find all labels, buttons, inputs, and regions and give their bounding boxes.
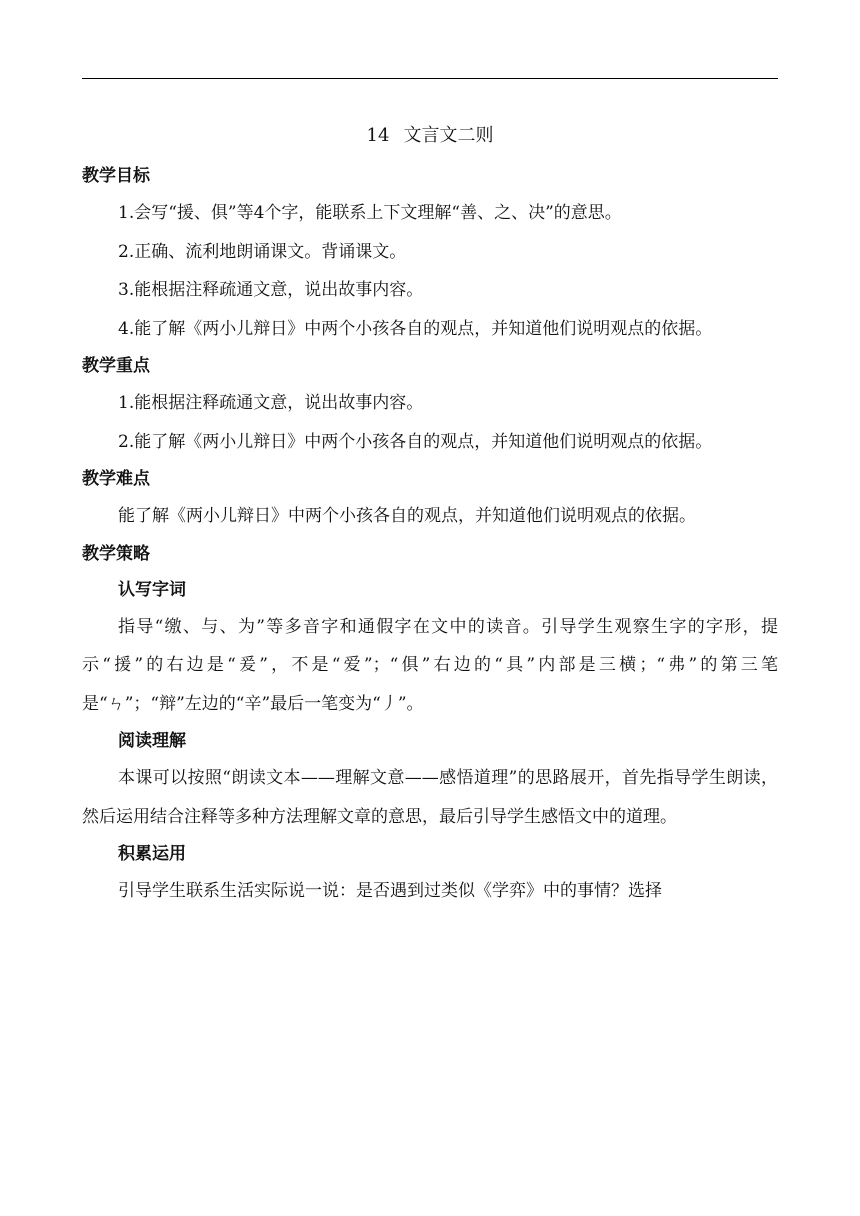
- objectives-heading: 教学目标: [82, 166, 150, 186]
- reading-subheading: 阅读理解: [118, 731, 186, 751]
- strategies-heading: 教学策略: [82, 543, 150, 564]
- application-paragraph: 引导学生联系生活实际说一说：是否遇到过类似《学弈》中的事情？选择: [118, 881, 662, 901]
- reading-paragraph: 本课可以按照“朗读文本——理解文意——感悟道理”的思路展开，首先指导学生朗读，然后运用结合注释等多种方法理解文章的意思，最后引导学生感悟文中的道理。: [82, 768, 778, 827]
- objective-item: 3.能根据注释疏通文意，说出故事内容。: [118, 280, 424, 300]
- application-subheading: 积累运用: [118, 844, 186, 864]
- objective-item: 1.会写“援、俱”等4个字，能联系上下文理解“善、之、决”的意思。: [118, 203, 622, 223]
- difficulties-heading: 教学难点: [82, 469, 150, 489]
- key-points-heading: 教学重点: [82, 356, 150, 376]
- key-point-item: 2.能了解《两小儿辩日》中两个小孩各自的观点，并知道他们说明观点的依据。: [118, 431, 713, 452]
- difficulty-item: 能了解《两小儿辩日》中两个小孩各自的观点，并知道他们说明观点的依据。: [118, 506, 696, 526]
- lesson-number: 14: [366, 125, 390, 146]
- objective-item: 4.能了解《两小儿辩日》中两个小孩各自的观点，并知道他们说明观点的依据。: [118, 318, 713, 339]
- writing-paragraph: 指导“缴、与、为”等多音字和通假字在文中的读音。引导学生观察生字的字形，提示“援”的右边是“爰”，不是“爱”；“俱”右边的“具”内部是三横；“弗”的第三笔是“ㄣ”；“辩”左边的“辛”最后一笔变为“丿”。: [82, 616, 778, 714]
- header-rule: [82, 78, 778, 79]
- objective-item: 2.正确、流利地朗诵课文。背诵课文。: [118, 241, 407, 262]
- writing-subheading: 认写字词: [118, 579, 186, 600]
- lesson-name: 文言文二则: [403, 125, 494, 146]
- document-body: [82, 116, 778, 911]
- lesson-title: [82, 116, 778, 156]
- key-point-item: 1.能根据注释疏通文意，说出故事内容。: [118, 393, 424, 413]
